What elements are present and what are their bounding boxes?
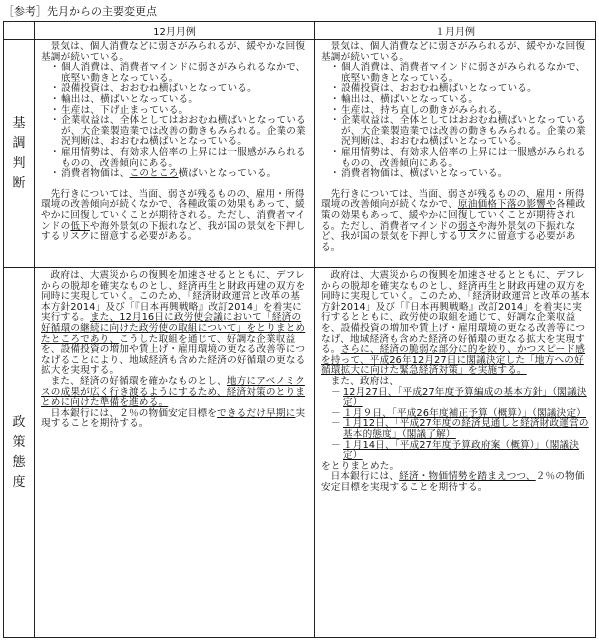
list-item: ・ 消費者物価は、横ばいとなっている。 — [333, 169, 590, 180]
changed-text: 12月27日、「平成27年度予算編成の基本方針」（閣議決定） — [343, 386, 587, 409]
corner-cell — [4, 22, 35, 40]
changed-text: さらに、経済の脆弱な部分に的を絞り、かつスピード感を持って、平成26年12月27日に閣議決定した「地方への好循環拡大に向けた緊急経済対策」を実施する。 — [321, 344, 586, 377]
column-header-left: 12月月例 — [35, 22, 315, 40]
list-item: ・ 設備投資は、おおむね横ばいとなっている。 — [53, 84, 309, 95]
list-item — [333, 441, 590, 462]
policy-paragraph: をとりまとめた。 — [321, 460, 400, 472]
list-item: ・ 設備投資は、おおむね横ばいとなっている。 — [333, 84, 590, 95]
list-item: ・ 消費者物価は、このところ横ばいとなっている。 — [53, 169, 309, 180]
list-item — [333, 419, 590, 440]
outlook-text: 先行きについては、当面、弱さが残るものの、雇用・所得環境の改善傾向が続くなかで、原油価格下落の影響や各種政策の効果もあって、緩やかに回復していくことが期待される。ただし、消費者マインドの弱さや海外景気の下振れなど、我が国の景気を下押しするリスクに留意する必要がある。 — [321, 188, 586, 253]
policy-left-cell — [35, 268, 315, 638]
policy-paragraph: 政府は、大震災からの復興を加速させるとともに、デフレからの脱却を確実なものとし、経済再生と財政再建の双方を同時に実現していく。このため、「経済財政運営と改革の基本方針2014」及び「『日本再興戦略』改訂2014」を着実に実行するとともに、政労使の取組を通じて、好調な企業収益を、設備投資の増加や賃上げ・雇用環境の更なる改善等につなげ、地域経済も含めた経済の好循環の更なる拡大を実現する。さらに、経済の脆弱な部分に的を絞り、かつスピード感を持って、平成26年12月27日に閣議決定した「地方への好循環拡大に向けた緊急経済対策」を実施する。 — [321, 270, 590, 377]
changed-text: 弱さ — [457, 220, 478, 232]
list-item: ・ 輸出は、横ばいとなっている。 — [53, 95, 309, 106]
column-header-right: １月月例 — [315, 22, 596, 40]
list-item — [333, 388, 590, 409]
changed-text: １月14日、「平成27年度予算政府案（概算）」（閣議決定） — [343, 439, 580, 462]
list-item: ・ 生産は、持ち直しの動きがみられる。 — [333, 106, 590, 117]
intro-text: 景気は、個人消費などに弱さがみられるが、緩やかな回復基調が続いている。 — [321, 41, 586, 63]
list-item: ・ 企業収益は、全体としてはおおむね横ばいとなっているが、大企業製造業では改善の動きもみられる。企業の業況判断は、おおむね横ばいとなっている。 — [333, 116, 590, 148]
comparison-table — [3, 21, 596, 638]
changed-text: できるだけ早期に — [217, 407, 296, 419]
list-item: ・ 個人消費は、消費者マインドに弱さがみられるなかで、底堅い動きとなっている。 — [333, 63, 590, 84]
list-item: ・ 雇用情勢は、有効求人倍率の上昇には一服感がみられるものの、改善傾向にある。 — [333, 148, 590, 169]
changed-text: 地方にアベノミクスの成果が広く行き渡るようにするため、経済対策のとりまとめに向けた準備を進める。 — [41, 375, 306, 409]
policy-paragraph: また、経済の好循環を確かなものとし、地方にアベノミクスの成果が広く行き渡るようにするため、経済対策のとりまとめに向けた準備を進める。 — [41, 375, 306, 409]
bullet-list — [321, 63, 590, 180]
list-item: ・ 輸出は、横ばいとなっている。 — [333, 95, 590, 106]
policy-paragraph: また、政府は、 — [330, 375, 400, 387]
list-item: ・ 生産は、下げ止まっている。 — [53, 106, 309, 117]
changed-text: また、12月16日に政労使会議において「経済の好循環の継続に向けた政労使の取組について」をとりまとめたところであり、 — [41, 312, 306, 345]
changed-text: このところ — [129, 168, 179, 180]
basic-left-cell — [35, 40, 315, 268]
policy-paragraph: 日本銀行には、経済・物価情勢を踏まえつつ、２％の物価安定目標を実現することを期待する。 — [321, 471, 585, 493]
policy-right-cell — [315, 268, 596, 638]
list-item: ・ 雇用情勢は、有効求人倍率の上昇には一服感がみられるものの、改善傾向にある。 — [53, 148, 309, 169]
page-title: ［参考］先月からの主要変更点 — [3, 5, 157, 18]
changed-text: 低下 — [70, 220, 90, 232]
decision-list — [321, 388, 590, 462]
basic-right-cell — [315, 40, 596, 268]
bullet-list — [41, 63, 309, 180]
changed-text: １月12日、「平成27年度の経済見通しと経済財政運営の基本的態度」（閣議了解） — [343, 418, 589, 440]
changed-text: 経済・物価情勢を踏まえつつ、 — [399, 471, 536, 483]
changed-text: １月９日、「平成26年度補正予算（概算）」（閣議決定） — [343, 407, 587, 419]
changed-text: 原油価格下落の影響や — [457, 199, 556, 211]
policy-paragraph: 政府は、大震災からの復興を加速させるとともに、デフレからの脱却を確実なものとし、経済再生と財政再建の双方を同時に実現していく。このため、「経済財政運営と改革の基本方針2014」及び「『日本再興戦略』改訂2014」を着実に実行する。また、12月16日に政労使会議において「経済の好循環の継続に向けた政労使の取組について」をとりまとめたところであり、こうした取組を通じて、好調な企業収益を、設備投資の増加や賃上げ・雇用環境の更なる改善等につなげることにより、地域経済も含めた経済の好循環の更なる拡大を実現する。 — [41, 270, 306, 377]
list-item: ・ 企業収益は、全体としてはおおむね横ばいとなっているが、大企業製造業では改善の動きもみられる。企業の業況判断は、おおむね横ばいとなっている。 — [53, 116, 309, 148]
section-label-policy: 政 策 態 度 — [4, 268, 35, 638]
outlook-text: 先行きについては、当面、弱さが残るものの、雇用・所得環境の改善傾向が続くなかで、各種政策の効果もあって、緩やかに回復していくことが期待される。ただし、消費者マインドの低下や海外景気の下振れなど、我が国の景気を下押しするリスクに留意する必要がある。 — [41, 188, 306, 243]
section-label-basic: 基 調 判 断 — [4, 40, 35, 268]
list-item: ・ 個人消費は、消費者マインドに弱さがみられるなかで、底堅い動きとなっている。 — [53, 63, 309, 84]
intro-text: 景気は、個人消費などに弱さがみられるが、緩やかな回復基調が続いている。 — [41, 41, 306, 63]
policy-paragraph: 日本銀行には、２％の物価安定目標をできるだけ早期に実現することを期待する。 — [41, 407, 306, 430]
